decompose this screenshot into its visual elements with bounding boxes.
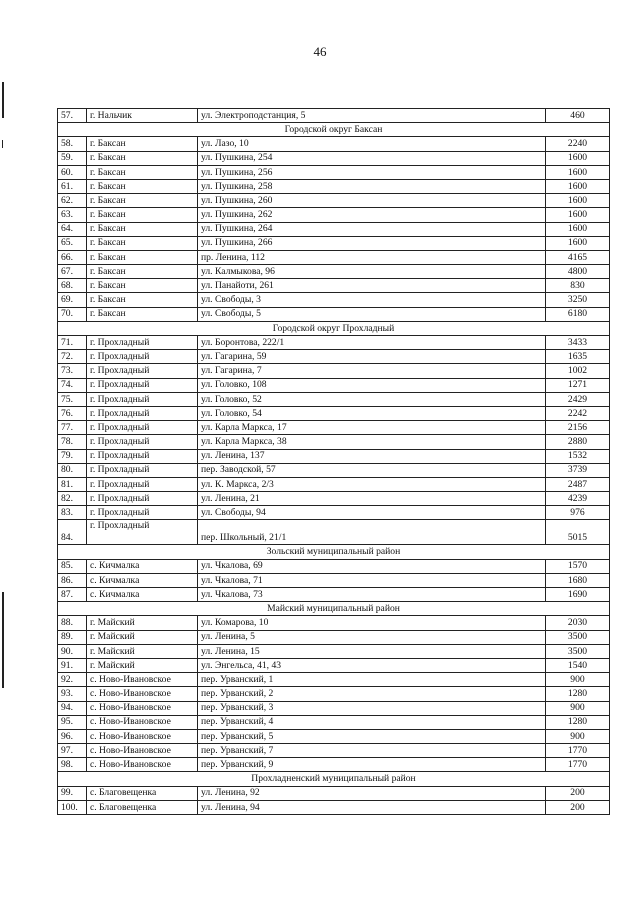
page-number: 46 bbox=[313, 44, 327, 59]
city-cell: с. Ново-Ивановское bbox=[87, 687, 198, 701]
row-number: 74. bbox=[58, 378, 87, 392]
table-row bbox=[58, 250, 610, 264]
city-cell: г. Баксан bbox=[87, 279, 198, 293]
table-row bbox=[58, 673, 610, 687]
city-cell: г. Прохладный bbox=[87, 435, 198, 449]
section-title: Прохладненский муниципальный район bbox=[58, 772, 610, 786]
row-number: 63. bbox=[58, 208, 87, 222]
table-row bbox=[58, 492, 610, 506]
city-cell: г. Баксан bbox=[87, 250, 198, 264]
city-cell: г. Прохладный bbox=[87, 378, 198, 392]
table-row bbox=[58, 307, 610, 321]
address-cell: ул. Калмыкова, 96 bbox=[198, 265, 546, 279]
address-table bbox=[57, 108, 610, 815]
table-row bbox=[58, 463, 610, 477]
city-cell: с. Благовещенка bbox=[87, 800, 198, 814]
row-number: 69. bbox=[58, 293, 87, 307]
row-number: 89. bbox=[58, 630, 87, 644]
value-cell: 1770 bbox=[546, 744, 610, 758]
section-title: Майский муниципальный район bbox=[58, 602, 610, 616]
table-row bbox=[58, 222, 610, 236]
address-cell: ул. Пушкина, 266 bbox=[198, 236, 546, 250]
row-number: 97. bbox=[58, 744, 87, 758]
address-cell: ул. Энгельса, 41, 43 bbox=[198, 658, 546, 672]
city-cell: г. Прохладный bbox=[87, 463, 198, 477]
row-number: 64. bbox=[58, 222, 87, 236]
value-cell: 900 bbox=[546, 673, 610, 687]
table-row bbox=[58, 109, 610, 123]
table-row bbox=[58, 406, 610, 420]
row-number: 57. bbox=[58, 109, 87, 123]
address-cell: ул. Ленина, 92 bbox=[198, 786, 546, 800]
address-cell: ул. Головко, 52 bbox=[198, 392, 546, 406]
table-row bbox=[58, 364, 610, 378]
value-cell: 830 bbox=[546, 279, 610, 293]
city-cell: г. Прохладный bbox=[87, 406, 198, 420]
city-cell: г. Баксан bbox=[87, 208, 198, 222]
value-cell: 1770 bbox=[546, 758, 610, 772]
address-cell: ул. Головко, 108 bbox=[198, 378, 546, 392]
scan-edge-mark bbox=[2, 82, 4, 118]
city-cell: с. Ново-Ивановское bbox=[87, 744, 198, 758]
table-row bbox=[58, 265, 610, 279]
table-row bbox=[58, 658, 610, 672]
section-header-row bbox=[58, 123, 610, 137]
row-number: 88. bbox=[58, 616, 87, 630]
city-cell: г. Баксан bbox=[87, 165, 198, 179]
value-cell: 1690 bbox=[546, 588, 610, 602]
row-number: 83. bbox=[58, 506, 87, 520]
row-number: 79. bbox=[58, 449, 87, 463]
address-cell: ул. Карла Маркса, 38 bbox=[198, 435, 546, 449]
address-cell: пер. Урванский, 9 bbox=[198, 758, 546, 772]
table-row bbox=[58, 194, 610, 208]
city-cell: г. Майский bbox=[87, 630, 198, 644]
table-row bbox=[58, 336, 610, 350]
city-cell: с. Ново-Ивановское bbox=[87, 729, 198, 743]
row-number: 59. bbox=[58, 151, 87, 165]
city-cell: г. Прохладный bbox=[87, 520, 198, 545]
table-row bbox=[58, 616, 610, 630]
city-cell: г. Прохладный bbox=[87, 392, 198, 406]
address-cell: пер. Урванский, 4 bbox=[198, 715, 546, 729]
row-number: 93. bbox=[58, 687, 87, 701]
address-cell: ул. Комарова, 10 bbox=[198, 616, 546, 630]
city-cell: г. Прохладный bbox=[87, 350, 198, 364]
row-number: 96. bbox=[58, 729, 87, 743]
table-row bbox=[58, 800, 610, 814]
address-cell: ул. Гагарина, 59 bbox=[198, 350, 546, 364]
section-title: Городской округ Баксан bbox=[58, 123, 610, 137]
city-cell: с. Ново-Ивановское bbox=[87, 701, 198, 715]
city-cell: с. Кичмалка bbox=[87, 588, 198, 602]
row-number: 85. bbox=[58, 559, 87, 573]
address-cell: ул. Пушкина, 254 bbox=[198, 151, 546, 165]
value-cell: 2487 bbox=[546, 477, 610, 491]
row-number: 92. bbox=[58, 673, 87, 687]
table-row bbox=[58, 786, 610, 800]
row-number: 98. bbox=[58, 758, 87, 772]
value-cell: 3500 bbox=[546, 644, 610, 658]
value-cell: 200 bbox=[546, 786, 610, 800]
value-cell: 4239 bbox=[546, 492, 610, 506]
table-row bbox=[58, 573, 610, 587]
city-cell: г. Нальчик bbox=[87, 109, 198, 123]
address-cell: пр. Ленина, 112 bbox=[198, 250, 546, 264]
table-row bbox=[58, 644, 610, 658]
address-cell: пер. Школьный, 21/1 bbox=[198, 520, 546, 545]
table-row bbox=[58, 350, 610, 364]
value-cell: 2242 bbox=[546, 406, 610, 420]
address-cell: пер. Урванский, 1 bbox=[198, 673, 546, 687]
table-row bbox=[58, 559, 610, 573]
city-cell: с. Кичмалка bbox=[87, 573, 198, 587]
city-cell: г. Баксан bbox=[87, 236, 198, 250]
value-cell: 1570 bbox=[546, 559, 610, 573]
value-cell: 1600 bbox=[546, 194, 610, 208]
row-number: 66. bbox=[58, 250, 87, 264]
value-cell: 2429 bbox=[546, 392, 610, 406]
address-cell: пер. Урванский, 5 bbox=[198, 729, 546, 743]
row-number: 61. bbox=[58, 179, 87, 193]
value-cell: 900 bbox=[546, 729, 610, 743]
table-row bbox=[58, 208, 610, 222]
city-cell: г. Прохладный bbox=[87, 506, 198, 520]
value-cell: 1271 bbox=[546, 378, 610, 392]
row-number: 100. bbox=[58, 800, 87, 814]
section-header-row bbox=[58, 772, 610, 786]
address-cell: ул. Пушкина, 258 bbox=[198, 179, 546, 193]
address-table-body bbox=[58, 109, 610, 815]
address-cell: ул. Карла Маркса, 17 bbox=[198, 421, 546, 435]
scan-edge-mark bbox=[2, 140, 3, 148]
city-cell: г. Прохладный bbox=[87, 336, 198, 350]
city-cell: г. Прохладный bbox=[87, 421, 198, 435]
address-cell: ул. Панайоти, 261 bbox=[198, 279, 546, 293]
city-cell: г. Баксан bbox=[87, 222, 198, 236]
row-number: 70. bbox=[58, 307, 87, 321]
city-cell: г. Прохладный bbox=[87, 477, 198, 491]
section-title: Городской округ Прохладный bbox=[58, 321, 610, 335]
table-row bbox=[58, 293, 610, 307]
value-cell: 1600 bbox=[546, 151, 610, 165]
table-row bbox=[58, 520, 610, 545]
value-cell: 2030 bbox=[546, 616, 610, 630]
section-header-row bbox=[58, 321, 610, 335]
value-cell: 1600 bbox=[546, 208, 610, 222]
table-row bbox=[58, 729, 610, 743]
row-number: 58. bbox=[58, 137, 87, 151]
row-number: 82. bbox=[58, 492, 87, 506]
address-cell: пер. Урванский, 3 bbox=[198, 701, 546, 715]
row-number: 91. bbox=[58, 658, 87, 672]
value-cell: 6180 bbox=[546, 307, 610, 321]
value-cell: 1600 bbox=[546, 222, 610, 236]
value-cell: 1600 bbox=[546, 179, 610, 193]
table-row bbox=[58, 758, 610, 772]
table-row bbox=[58, 378, 610, 392]
table-row bbox=[58, 165, 610, 179]
address-cell: ул. Свободы, 5 bbox=[198, 307, 546, 321]
table-row bbox=[58, 421, 610, 435]
address-cell: ул. Чкалова, 69 bbox=[198, 559, 546, 573]
address-cell: ул. Ленина, 5 bbox=[198, 630, 546, 644]
city-cell: г. Баксан bbox=[87, 265, 198, 279]
table-row bbox=[58, 236, 610, 250]
row-number: 90. bbox=[58, 644, 87, 658]
table-row bbox=[58, 279, 610, 293]
value-cell: 5015 bbox=[546, 520, 610, 545]
address-cell: пер. Урванский, 7 bbox=[198, 744, 546, 758]
value-cell: 1540 bbox=[546, 658, 610, 672]
table-row bbox=[58, 392, 610, 406]
address-cell: ул. Пушкина, 256 bbox=[198, 165, 546, 179]
address-cell: ул. Ленина, 94 bbox=[198, 800, 546, 814]
city-cell: с. Ново-Ивановское bbox=[87, 673, 198, 687]
table-row bbox=[58, 477, 610, 491]
value-cell: 1280 bbox=[546, 687, 610, 701]
row-number: 76. bbox=[58, 406, 87, 420]
city-cell: г. Баксан bbox=[87, 151, 198, 165]
row-number: 65. bbox=[58, 236, 87, 250]
value-cell: 460 bbox=[546, 109, 610, 123]
address-cell: ул. Пушкина, 264 bbox=[198, 222, 546, 236]
value-cell: 1280 bbox=[546, 715, 610, 729]
value-cell: 976 bbox=[546, 506, 610, 520]
city-cell: г. Баксан bbox=[87, 293, 198, 307]
row-number: 67. bbox=[58, 265, 87, 279]
address-cell: ул. Пушкина, 260 bbox=[198, 194, 546, 208]
row-number: 95. bbox=[58, 715, 87, 729]
address-cell: ул. Свободы, 94 bbox=[198, 506, 546, 520]
table-row bbox=[58, 137, 610, 151]
row-number: 80. bbox=[58, 463, 87, 477]
row-number: 77. bbox=[58, 421, 87, 435]
table-row bbox=[58, 630, 610, 644]
table-row bbox=[58, 744, 610, 758]
row-number: 87. bbox=[58, 588, 87, 602]
city-cell: с. Ново-Ивановское bbox=[87, 715, 198, 729]
city-cell: г. Майский bbox=[87, 644, 198, 658]
value-cell: 1002 bbox=[546, 364, 610, 378]
value-cell: 3250 bbox=[546, 293, 610, 307]
city-cell: г. Прохладный bbox=[87, 449, 198, 463]
table-row bbox=[58, 715, 610, 729]
address-cell: ул. Боронтова, 222/1 bbox=[198, 336, 546, 350]
row-number: 73. bbox=[58, 364, 87, 378]
value-cell: 2156 bbox=[546, 421, 610, 435]
row-number: 86. bbox=[58, 573, 87, 587]
value-cell: 4165 bbox=[546, 250, 610, 264]
value-cell: 1635 bbox=[546, 350, 610, 364]
address-cell: ул. Лазо, 10 bbox=[198, 137, 546, 151]
city-cell: г. Майский bbox=[87, 658, 198, 672]
value-cell: 200 bbox=[546, 800, 610, 814]
city-cell: г. Майский bbox=[87, 616, 198, 630]
address-cell: ул. Пушкина, 262 bbox=[198, 208, 546, 222]
section-header-row bbox=[58, 545, 610, 559]
table-row bbox=[58, 449, 610, 463]
row-number: 72. bbox=[58, 350, 87, 364]
address-cell: пер. Урванский, 2 bbox=[198, 687, 546, 701]
city-cell: г. Баксан bbox=[87, 194, 198, 208]
address-cell: ул. К. Маркса, 2/3 bbox=[198, 477, 546, 491]
table-row bbox=[58, 687, 610, 701]
value-cell: 1600 bbox=[546, 165, 610, 179]
value-cell: 4800 bbox=[546, 265, 610, 279]
table-row bbox=[58, 506, 610, 520]
table-row bbox=[58, 179, 610, 193]
table-row bbox=[58, 701, 610, 715]
table-row bbox=[58, 435, 610, 449]
row-number: 81. bbox=[58, 477, 87, 491]
value-cell: 2880 bbox=[546, 435, 610, 449]
value-cell: 900 bbox=[546, 701, 610, 715]
value-cell: 1532 bbox=[546, 449, 610, 463]
section-title: Зольский муниципальный район bbox=[58, 545, 610, 559]
scan-edge-mark bbox=[2, 592, 4, 688]
section-header-row bbox=[58, 602, 610, 616]
city-cell: с. Благовещенка bbox=[87, 786, 198, 800]
table-row bbox=[58, 151, 610, 165]
city-cell: с. Кичмалка bbox=[87, 559, 198, 573]
row-number: 78. bbox=[58, 435, 87, 449]
address-cell: ул. Гагарина, 7 bbox=[198, 364, 546, 378]
address-cell: ул. Головко, 54 bbox=[198, 406, 546, 420]
address-cell: пер. Заводской, 57 bbox=[198, 463, 546, 477]
row-number: 75. bbox=[58, 392, 87, 406]
row-number: 68. bbox=[58, 279, 87, 293]
value-cell: 3739 bbox=[546, 463, 610, 477]
row-number: 60. bbox=[58, 165, 87, 179]
address-cell: ул. Чкалова, 73 bbox=[198, 588, 546, 602]
city-cell: г. Баксан bbox=[87, 137, 198, 151]
address-cell: ул. Чкалова, 71 bbox=[198, 573, 546, 587]
value-cell: 2240 bbox=[546, 137, 610, 151]
city-cell: г. Баксан bbox=[87, 307, 198, 321]
row-number: 71. bbox=[58, 336, 87, 350]
city-cell: г. Прохладный bbox=[87, 492, 198, 506]
row-number: 62. bbox=[58, 194, 87, 208]
city-cell: с. Ново-Ивановское bbox=[87, 758, 198, 772]
table-row bbox=[58, 588, 610, 602]
value-cell: 3500 bbox=[546, 630, 610, 644]
address-cell: ул. Ленина, 137 bbox=[198, 449, 546, 463]
row-number: 94. bbox=[58, 701, 87, 715]
city-cell: г. Баксан bbox=[87, 179, 198, 193]
city-cell: г. Прохладный bbox=[87, 364, 198, 378]
value-cell: 3433 bbox=[546, 336, 610, 350]
row-number: 99. bbox=[58, 786, 87, 800]
address-cell: ул. Свободы, 3 bbox=[198, 293, 546, 307]
address-cell: ул. Электроподстанция, 5 bbox=[198, 109, 546, 123]
value-cell: 1600 bbox=[546, 236, 610, 250]
value-cell: 1680 bbox=[546, 573, 610, 587]
row-number: 84. bbox=[58, 520, 87, 545]
address-cell: ул. Ленина, 21 bbox=[198, 492, 546, 506]
address-cell: ул. Ленина, 15 bbox=[198, 644, 546, 658]
